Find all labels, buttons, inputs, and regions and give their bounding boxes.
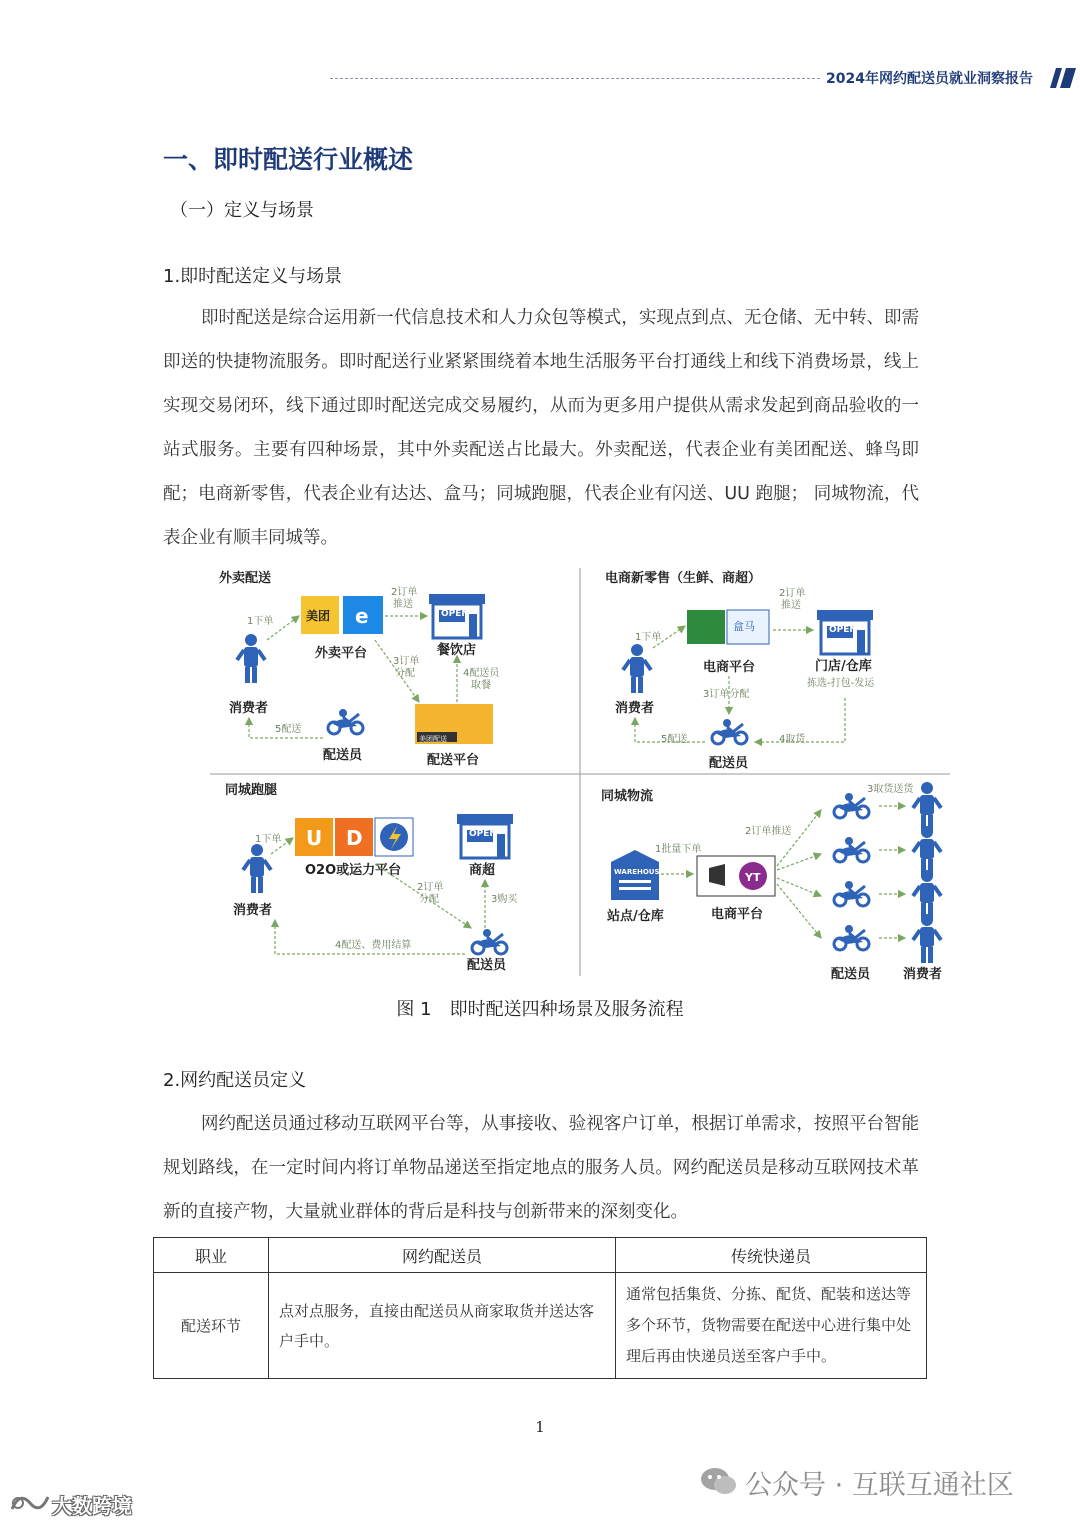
q2-step4: 4取货	[779, 734, 806, 745]
q4-consumer-icon-4	[913, 914, 941, 963]
q2-platform-label: 电商平台	[703, 660, 756, 675]
report-header-title: 2024年网约配送员就业洞察报告	[826, 71, 1033, 87]
q2-courier-icon	[712, 719, 747, 744]
q4-logo-yt: YT	[745, 871, 761, 884]
q3-consumer-icon	[243, 844, 271, 893]
q1-step2a: 2订单	[391, 587, 418, 598]
q1-courier-icon	[328, 709, 363, 734]
q4-consumer-label: 消费者	[903, 967, 943, 982]
eleme-logo-glyph: e	[355, 604, 369, 628]
q1-logo-meituan: 美团	[306, 609, 331, 623]
q3-step3: 3购买	[491, 894, 518, 905]
q4-step2: 2订单推送	[745, 826, 792, 837]
q2-step5: 5配送	[661, 734, 688, 745]
q4-courier-icon-4	[834, 925, 869, 950]
q3-courier-icon	[472, 929, 507, 954]
quadrant-city-logistics	[601, 782, 942, 982]
q2-title: 电商新零售（生鲜、商超）	[605, 571, 762, 586]
header-slash-decoration	[1050, 68, 1076, 88]
q1-step2b: 推送	[393, 599, 413, 610]
q1-courier-label: 配送员	[323, 748, 363, 763]
q3-logo-u: U	[306, 826, 323, 850]
q1-step4a: 4配送员	[463, 668, 500, 679]
q2-store-label: 门店/仓库	[815, 659, 872, 674]
q2-step2b: 推送	[781, 600, 801, 611]
q1-delivery-platform-label: 配送平台	[427, 753, 480, 768]
q3-step2b: 分配	[419, 894, 439, 905]
quadrant-ecommerce-retail	[605, 570, 875, 771]
subsection-title-1: 1.即时配送定义与场景	[163, 266, 343, 287]
quadrant-errand-running	[225, 782, 518, 973]
logo-watermark: 大数跨境	[52, 1494, 132, 1518]
q2-courier-label: 配送员	[709, 756, 749, 771]
q1-title: 外卖配送	[219, 571, 272, 586]
q1-open-sign: OPEN	[441, 609, 469, 619]
q4-title: 同城物流	[601, 789, 654, 804]
table-header-occupation: 职业	[154, 1238, 269, 1273]
q3-courier-label: 配送员	[467, 958, 507, 973]
q4-platform-label: 电商平台	[711, 907, 764, 922]
q2-store-note: 拣选-打包-发运	[807, 678, 875, 689]
comparison-table	[153, 1237, 927, 1379]
quadrant-food-delivery	[219, 570, 500, 768]
q3-step1: 1下单	[255, 834, 282, 845]
q4-consumer-icon-2	[913, 826, 941, 875]
q1-consumer-icon	[237, 634, 265, 683]
paragraph-courier-definition	[163, 1102, 919, 1234]
q4-consumer-icon-1	[913, 782, 941, 831]
q4-step3: 3取货送货	[867, 784, 914, 795]
q1-logo-delivery: 美团配送	[419, 735, 447, 743]
q1-consumer-label: 消费者	[229, 701, 269, 716]
q1-step1: 1下单	[247, 616, 274, 627]
subsection-title-2: 2.网约配送员定义	[163, 1070, 307, 1091]
q3-logo-d: D	[346, 826, 363, 850]
page-number: 1	[535, 1418, 545, 1436]
q4-step1: 1批量下单	[655, 844, 702, 855]
q4-courier-icon-2	[834, 837, 869, 862]
q3-title: 同城跑腿	[225, 783, 278, 798]
q2-step2a: 2订单	[779, 588, 806, 599]
q4-courier-icon-3	[834, 881, 869, 906]
q4-logo-warehouse: WAREHOUSE	[614, 868, 665, 876]
table-cell-online-courier: 点对点服务，直接由配送员从商家取货并送达客户手中。	[269, 1273, 616, 1379]
table-cell-label: 配送环节	[154, 1273, 269, 1379]
q2-consumer-label: 消费者	[615, 701, 655, 716]
q3-consumer-label: 消费者	[233, 903, 273, 918]
q3-supermarket-label: 商超	[469, 863, 496, 878]
wechat-watermark: 公众号 · 互联互通社区	[745, 1470, 1014, 1501]
q3-step2a: 2订单	[417, 882, 444, 893]
header-rule	[330, 78, 820, 79]
q2-step1: 1下单	[635, 632, 662, 643]
q2-logo-hema: 盒马	[733, 620, 755, 633]
q4-warehouse-label: 站点/仓库	[607, 909, 664, 924]
figure-caption: 图 1 即时配送四种场景及服务流程	[396, 999, 684, 1020]
section-subtitle: （一）定义与场景	[170, 200, 314, 221]
q1-step4b: 取餐	[471, 680, 491, 691]
table-header-row	[154, 1238, 927, 1273]
q2-step3: 3订单分配	[703, 689, 750, 700]
q1-step3b: 分配	[395, 668, 415, 679]
q4-courier-label: 配送员	[831, 967, 871, 982]
paragraph-definition-text: 即时配送是综合运用新一代信息技术和人力众包等模式，实现点到点、无仓储、无中转、即需即送的快捷物流服务。即时配送行业紧紧围绕着本地生活服务平台打通线上和线下消费场景，线上实现交易闭环，线下通过即时配送完成交易履约，从而为更多用户提供从需求发起到商品验收的一站式服务。主要有四种场景，其中外卖配送占比最大。外卖配送，代表企业有美团配送、蜂鸟即配；电商新零售，代表企业有达达、盒马；同城跑腿，代表企业有闪送、UU 跑腿； 同城物流，代表企业有顺丰同城等。	[163, 308, 919, 548]
q3-platform-label: O2O或运力平台	[305, 863, 402, 878]
wechat-icon	[700, 1466, 738, 1496]
q4-consumer-icon-3	[913, 870, 941, 919]
delivery-scenarios-figure	[205, 562, 955, 982]
q1-step5: 5配送	[275, 724, 302, 735]
table-header-traditional-courier: 传统快递员	[616, 1238, 927, 1273]
table-cell-traditional-courier: 通常包括集货、分拣、配货、配装和送达等多个环节，货物需要在配送中心进行集中处理后再由快递员送至客户手中。	[616, 1273, 927, 1379]
paragraph-definition	[163, 296, 919, 560]
q1-platform-label: 外卖平台	[315, 646, 368, 661]
q4-courier-icon-1	[834, 793, 869, 818]
paragraph-courier-definition-text: 网约配送员通过移动互联网平台等，从事接收、验视客户订单，根据订单需求，按照平台智能规划路线，在一定时间内将订单物品递送至指定地点的服务人员。网约配送员是移动互联网技术革新的直接产物，大量就业群体的背后是科技与创新带来的深刻变化。	[163, 1114, 919, 1222]
q3-open-sign: OPEN	[469, 829, 497, 839]
q1-restaurant-label: 餐饮店	[437, 643, 477, 658]
table-header-online-courier: 网约配送员	[269, 1238, 616, 1273]
section-title: 一、即时配送行业概述	[163, 145, 414, 174]
q2-consumer-icon	[623, 644, 651, 693]
q1-step3a: 3订单	[393, 656, 420, 667]
dada-logo-icon	[687, 610, 725, 644]
logo-watermark-icon	[8, 1489, 50, 1517]
table-row	[154, 1273, 927, 1379]
q3-step4: 4配送、费用结算	[335, 940, 412, 951]
q2-open-sign: OPEN	[829, 625, 857, 635]
